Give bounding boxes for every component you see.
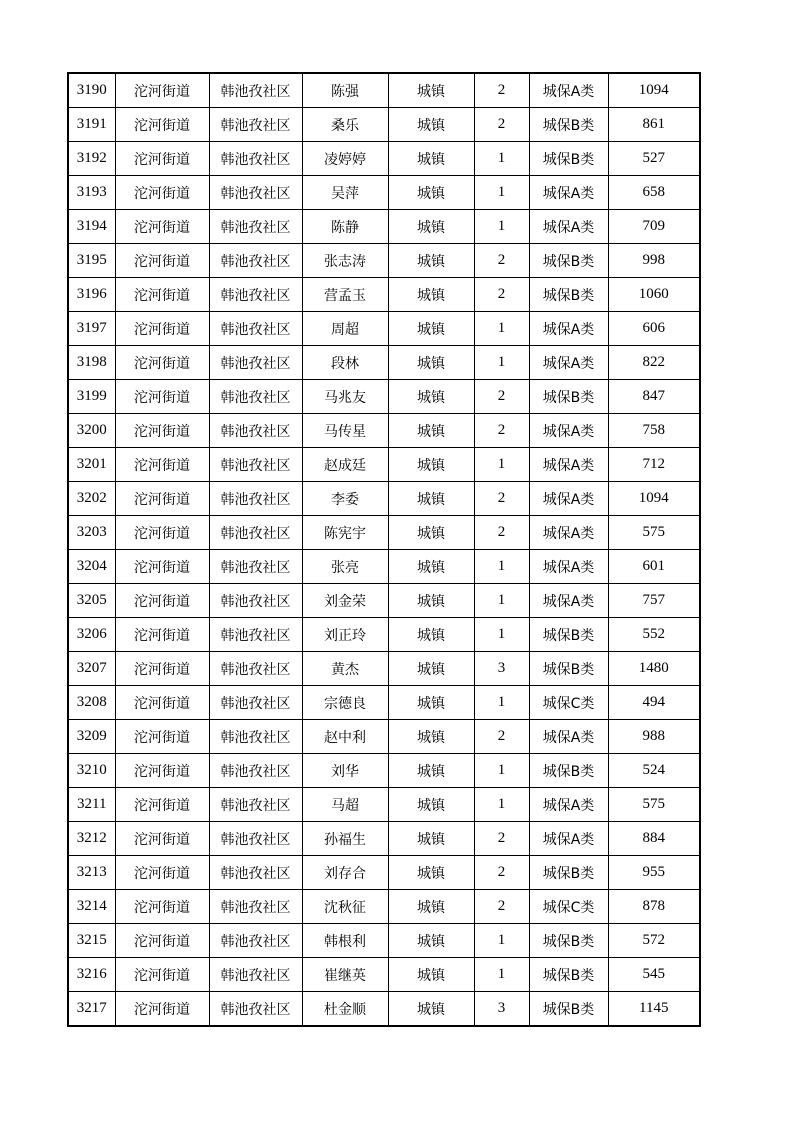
amount-cell: 575 <box>608 516 700 550</box>
row-number-cell: 3203 <box>68 516 115 550</box>
household-count-cell: 1 <box>474 788 529 822</box>
amount-cell: 847 <box>608 380 700 414</box>
row-number-cell: 3200 <box>68 414 115 448</box>
name-cell: 黄杰 <box>302 652 388 686</box>
community-cell: 韩池孜社区 <box>209 516 302 550</box>
community-cell: 韩池孜社区 <box>209 992 302 1027</box>
amount-cell: 758 <box>608 414 700 448</box>
insurance-category-cell: 城保B类 <box>529 652 608 686</box>
insurance-category-cell: 城保B类 <box>529 618 608 652</box>
name-cell: 凌婷婷 <box>302 142 388 176</box>
table-body <box>68 73 700 1026</box>
household-count-cell: 1 <box>474 924 529 958</box>
area-type-cell: 城镇 <box>388 346 474 380</box>
household-count-cell: 2 <box>474 482 529 516</box>
street-cell: 沱河街道 <box>115 822 209 856</box>
table-row <box>68 890 700 924</box>
community-cell: 韩池孜社区 <box>209 244 302 278</box>
community-cell: 韩池孜社区 <box>209 584 302 618</box>
table-row <box>68 73 700 108</box>
insurance-category-cell: 城保A类 <box>529 516 608 550</box>
area-type-cell: 城镇 <box>388 108 474 142</box>
area-type-cell: 城镇 <box>388 584 474 618</box>
insurance-category-cell: 城保A类 <box>529 346 608 380</box>
table-row <box>68 108 700 142</box>
amount-cell: 884 <box>608 822 700 856</box>
community-cell: 韩池孜社区 <box>209 142 302 176</box>
row-number-cell: 3207 <box>68 652 115 686</box>
street-cell: 沱河街道 <box>115 176 209 210</box>
community-cell: 韩池孜社区 <box>209 73 302 108</box>
table-row <box>68 380 700 414</box>
row-number-cell: 3213 <box>68 856 115 890</box>
community-cell: 韩池孜社区 <box>209 380 302 414</box>
street-cell: 沱河街道 <box>115 754 209 788</box>
area-type-cell: 城镇 <box>388 210 474 244</box>
table-row <box>68 618 700 652</box>
amount-cell: 988 <box>608 720 700 754</box>
table-row <box>68 278 700 312</box>
amount-cell: 998 <box>608 244 700 278</box>
household-count-cell: 2 <box>474 822 529 856</box>
name-cell: 刘金荣 <box>302 584 388 618</box>
household-count-cell: 2 <box>474 244 529 278</box>
street-cell: 沱河街道 <box>115 108 209 142</box>
street-cell: 沱河街道 <box>115 346 209 380</box>
insurance-category-cell: 城保B类 <box>529 278 608 312</box>
insurance-category-cell: 城保B类 <box>529 244 608 278</box>
area-type-cell: 城镇 <box>388 448 474 482</box>
street-cell: 沱河街道 <box>115 686 209 720</box>
table-row <box>68 516 700 550</box>
area-type-cell: 城镇 <box>388 822 474 856</box>
community-cell: 韩池孜社区 <box>209 788 302 822</box>
household-count-cell: 1 <box>474 550 529 584</box>
street-cell: 沱河街道 <box>115 652 209 686</box>
data-table <box>67 72 701 1027</box>
row-number-cell: 3197 <box>68 312 115 346</box>
name-cell: 马超 <box>302 788 388 822</box>
area-type-cell: 城镇 <box>388 278 474 312</box>
row-number-cell: 3196 <box>68 278 115 312</box>
table-row <box>68 754 700 788</box>
insurance-category-cell: 城保B类 <box>529 924 608 958</box>
street-cell: 沱河街道 <box>115 312 209 346</box>
table-row <box>68 992 700 1027</box>
insurance-category-cell: 城保B类 <box>529 992 608 1027</box>
table-row <box>68 244 700 278</box>
name-cell: 刘正玲 <box>302 618 388 652</box>
insurance-category-cell: 城保A类 <box>529 822 608 856</box>
area-type-cell: 城镇 <box>388 244 474 278</box>
amount-cell: 861 <box>608 108 700 142</box>
amount-cell: 606 <box>608 312 700 346</box>
amount-cell: 822 <box>608 346 700 380</box>
table-row <box>68 584 700 618</box>
amount-cell: 494 <box>608 686 700 720</box>
name-cell: 刘华 <box>302 754 388 788</box>
area-type-cell: 城镇 <box>388 73 474 108</box>
street-cell: 沱河街道 <box>115 516 209 550</box>
row-number-cell: 3212 <box>68 822 115 856</box>
community-cell: 韩池孜社区 <box>209 686 302 720</box>
area-type-cell: 城镇 <box>388 380 474 414</box>
name-cell: 赵中利 <box>302 720 388 754</box>
amount-cell: 572 <box>608 924 700 958</box>
area-type-cell: 城镇 <box>388 754 474 788</box>
name-cell: 周超 <box>302 312 388 346</box>
insurance-category-cell: 城保A类 <box>529 210 608 244</box>
street-cell: 沱河街道 <box>115 482 209 516</box>
area-type-cell: 城镇 <box>388 652 474 686</box>
area-type-cell: 城镇 <box>388 312 474 346</box>
area-type-cell: 城镇 <box>388 890 474 924</box>
street-cell: 沱河街道 <box>115 856 209 890</box>
name-cell: 宗德良 <box>302 686 388 720</box>
name-cell: 张志涛 <box>302 244 388 278</box>
name-cell: 段林 <box>302 346 388 380</box>
row-number-cell: 3217 <box>68 992 115 1027</box>
community-cell: 韩池孜社区 <box>209 856 302 890</box>
household-count-cell: 2 <box>474 516 529 550</box>
insurance-category-cell: 城保A类 <box>529 550 608 584</box>
amount-cell: 552 <box>608 618 700 652</box>
area-type-cell: 城镇 <box>388 482 474 516</box>
name-cell: 陈强 <box>302 73 388 108</box>
amount-cell: 658 <box>608 176 700 210</box>
household-count-cell: 2 <box>474 890 529 924</box>
street-cell: 沱河街道 <box>115 448 209 482</box>
table-row <box>68 856 700 890</box>
street-cell: 沱河街道 <box>115 142 209 176</box>
amount-cell: 955 <box>608 856 700 890</box>
household-count-cell: 1 <box>474 584 529 618</box>
household-count-cell: 2 <box>474 856 529 890</box>
insurance-category-cell: 城保A类 <box>529 312 608 346</box>
name-cell: 孙福生 <box>302 822 388 856</box>
table-row <box>68 312 700 346</box>
insurance-category-cell: 城保A类 <box>529 584 608 618</box>
amount-cell: 1145 <box>608 992 700 1027</box>
name-cell: 吴萍 <box>302 176 388 210</box>
community-cell: 韩池孜社区 <box>209 448 302 482</box>
area-type-cell: 城镇 <box>388 788 474 822</box>
insurance-category-cell: 城保B类 <box>529 142 608 176</box>
amount-cell: 878 <box>608 890 700 924</box>
street-cell: 沱河街道 <box>115 720 209 754</box>
table-row <box>68 176 700 210</box>
name-cell: 赵成廷 <box>302 448 388 482</box>
insurance-category-cell: 城保B类 <box>529 380 608 414</box>
community-cell: 韩池孜社区 <box>209 176 302 210</box>
community-cell: 韩池孜社区 <box>209 346 302 380</box>
table-row <box>68 686 700 720</box>
household-count-cell: 2 <box>474 380 529 414</box>
community-cell: 韩池孜社区 <box>209 414 302 448</box>
row-number-cell: 3206 <box>68 618 115 652</box>
table-row <box>68 414 700 448</box>
area-type-cell: 城镇 <box>388 414 474 448</box>
amount-cell: 709 <box>608 210 700 244</box>
street-cell: 沱河街道 <box>115 210 209 244</box>
household-count-cell: 2 <box>474 278 529 312</box>
row-number-cell: 3191 <box>68 108 115 142</box>
household-count-cell: 1 <box>474 448 529 482</box>
community-cell: 韩池孜社区 <box>209 108 302 142</box>
name-cell: 刘存合 <box>302 856 388 890</box>
area-type-cell: 城镇 <box>388 720 474 754</box>
household-count-cell: 3 <box>474 992 529 1027</box>
community-cell: 韩池孜社区 <box>209 720 302 754</box>
insurance-category-cell: 城保B类 <box>529 108 608 142</box>
insurance-category-cell: 城保A类 <box>529 73 608 108</box>
insurance-category-cell: 城保C类 <box>529 686 608 720</box>
amount-cell: 545 <box>608 958 700 992</box>
community-cell: 韩池孜社区 <box>209 312 302 346</box>
name-cell: 陈宪宇 <box>302 516 388 550</box>
household-count-cell: 1 <box>474 142 529 176</box>
street-cell: 沱河街道 <box>115 992 209 1027</box>
amount-cell: 712 <box>608 448 700 482</box>
street-cell: 沱河街道 <box>115 788 209 822</box>
area-type-cell: 城镇 <box>388 176 474 210</box>
insurance-category-cell: 城保A类 <box>529 176 608 210</box>
street-cell: 沱河街道 <box>115 890 209 924</box>
table-row <box>68 448 700 482</box>
name-cell: 陈静 <box>302 210 388 244</box>
insurance-category-cell: 城保A类 <box>529 448 608 482</box>
household-count-cell: 2 <box>474 73 529 108</box>
amount-cell: 601 <box>608 550 700 584</box>
household-count-cell: 3 <box>474 652 529 686</box>
table-row <box>68 482 700 516</box>
household-count-cell: 2 <box>474 108 529 142</box>
row-number-cell: 3214 <box>68 890 115 924</box>
community-cell: 韩池孜社区 <box>209 618 302 652</box>
area-type-cell: 城镇 <box>388 992 474 1027</box>
area-type-cell: 城镇 <box>388 618 474 652</box>
table-row <box>68 788 700 822</box>
row-number-cell: 3216 <box>68 958 115 992</box>
row-number-cell: 3205 <box>68 584 115 618</box>
area-type-cell: 城镇 <box>388 856 474 890</box>
row-number-cell: 3194 <box>68 210 115 244</box>
insurance-category-cell: 城保A类 <box>529 720 608 754</box>
row-number-cell: 3204 <box>68 550 115 584</box>
household-count-cell: 1 <box>474 618 529 652</box>
community-cell: 韩池孜社区 <box>209 210 302 244</box>
name-cell: 张亮 <box>302 550 388 584</box>
row-number-cell: 3201 <box>68 448 115 482</box>
area-type-cell: 城镇 <box>388 516 474 550</box>
community-cell: 韩池孜社区 <box>209 278 302 312</box>
row-number-cell: 3192 <box>68 142 115 176</box>
table-row <box>68 958 700 992</box>
household-count-cell: 2 <box>474 414 529 448</box>
name-cell: 崔继英 <box>302 958 388 992</box>
row-number-cell: 3195 <box>68 244 115 278</box>
row-number-cell: 3198 <box>68 346 115 380</box>
insurance-category-cell: 城保A类 <box>529 414 608 448</box>
community-cell: 韩池孜社区 <box>209 652 302 686</box>
community-cell: 韩池孜社区 <box>209 482 302 516</box>
community-cell: 韩池孜社区 <box>209 890 302 924</box>
row-number-cell: 3208 <box>68 686 115 720</box>
row-number-cell: 3202 <box>68 482 115 516</box>
insurance-category-cell: 城保A类 <box>529 788 608 822</box>
table-row <box>68 550 700 584</box>
table-row <box>68 142 700 176</box>
street-cell: 沱河街道 <box>115 244 209 278</box>
name-cell: 李委 <box>302 482 388 516</box>
table-row <box>68 346 700 380</box>
street-cell: 沱河街道 <box>115 550 209 584</box>
community-cell: 韩池孜社区 <box>209 754 302 788</box>
insurance-category-cell: 城保A类 <box>529 482 608 516</box>
street-cell: 沱河街道 <box>115 278 209 312</box>
name-cell: 马兆友 <box>302 380 388 414</box>
community-cell: 韩池孜社区 <box>209 958 302 992</box>
area-type-cell: 城镇 <box>388 550 474 584</box>
household-count-cell: 1 <box>474 686 529 720</box>
household-count-cell: 1 <box>474 312 529 346</box>
amount-cell: 1060 <box>608 278 700 312</box>
area-type-cell: 城镇 <box>388 142 474 176</box>
name-cell: 桑乐 <box>302 108 388 142</box>
street-cell: 沱河街道 <box>115 584 209 618</box>
street-cell: 沱河街道 <box>115 380 209 414</box>
amount-cell: 524 <box>608 754 700 788</box>
name-cell: 杜金顺 <box>302 992 388 1027</box>
insurance-category-cell: 城保C类 <box>529 890 608 924</box>
amount-cell: 575 <box>608 788 700 822</box>
amount-cell: 1094 <box>608 482 700 516</box>
amount-cell: 757 <box>608 584 700 618</box>
insurance-category-cell: 城保B类 <box>529 754 608 788</box>
row-number-cell: 3211 <box>68 788 115 822</box>
area-type-cell: 城镇 <box>388 958 474 992</box>
table-row <box>68 210 700 244</box>
table-row <box>68 822 700 856</box>
amount-cell: 1480 <box>608 652 700 686</box>
amount-cell: 1094 <box>608 73 700 108</box>
row-number-cell: 3209 <box>68 720 115 754</box>
insurance-category-cell: 城保B类 <box>529 856 608 890</box>
row-number-cell: 3199 <box>68 380 115 414</box>
household-count-cell: 1 <box>474 176 529 210</box>
row-number-cell: 3215 <box>68 924 115 958</box>
street-cell: 沱河街道 <box>115 924 209 958</box>
street-cell: 沱河街道 <box>115 958 209 992</box>
name-cell: 韩根利 <box>302 924 388 958</box>
area-type-cell: 城镇 <box>388 686 474 720</box>
insurance-category-cell: 城保B类 <box>529 958 608 992</box>
row-number-cell: 3190 <box>68 73 115 108</box>
name-cell: 营孟玉 <box>302 278 388 312</box>
household-count-cell: 1 <box>474 754 529 788</box>
row-number-cell: 3210 <box>68 754 115 788</box>
street-cell: 沱河街道 <box>115 73 209 108</box>
row-number-cell: 3193 <box>68 176 115 210</box>
street-cell: 沱河街道 <box>115 618 209 652</box>
table-row <box>68 652 700 686</box>
community-cell: 韩池孜社区 <box>209 550 302 584</box>
household-count-cell: 1 <box>474 346 529 380</box>
household-count-cell: 2 <box>474 720 529 754</box>
household-count-cell: 1 <box>474 210 529 244</box>
table-row <box>68 720 700 754</box>
area-type-cell: 城镇 <box>388 924 474 958</box>
street-cell: 沱河街道 <box>115 414 209 448</box>
name-cell: 沈秋征 <box>302 890 388 924</box>
community-cell: 韩池孜社区 <box>209 822 302 856</box>
community-cell: 韩池孜社区 <box>209 924 302 958</box>
amount-cell: 527 <box>608 142 700 176</box>
name-cell: 马传星 <box>302 414 388 448</box>
table-row <box>68 924 700 958</box>
household-count-cell: 1 <box>474 958 529 992</box>
